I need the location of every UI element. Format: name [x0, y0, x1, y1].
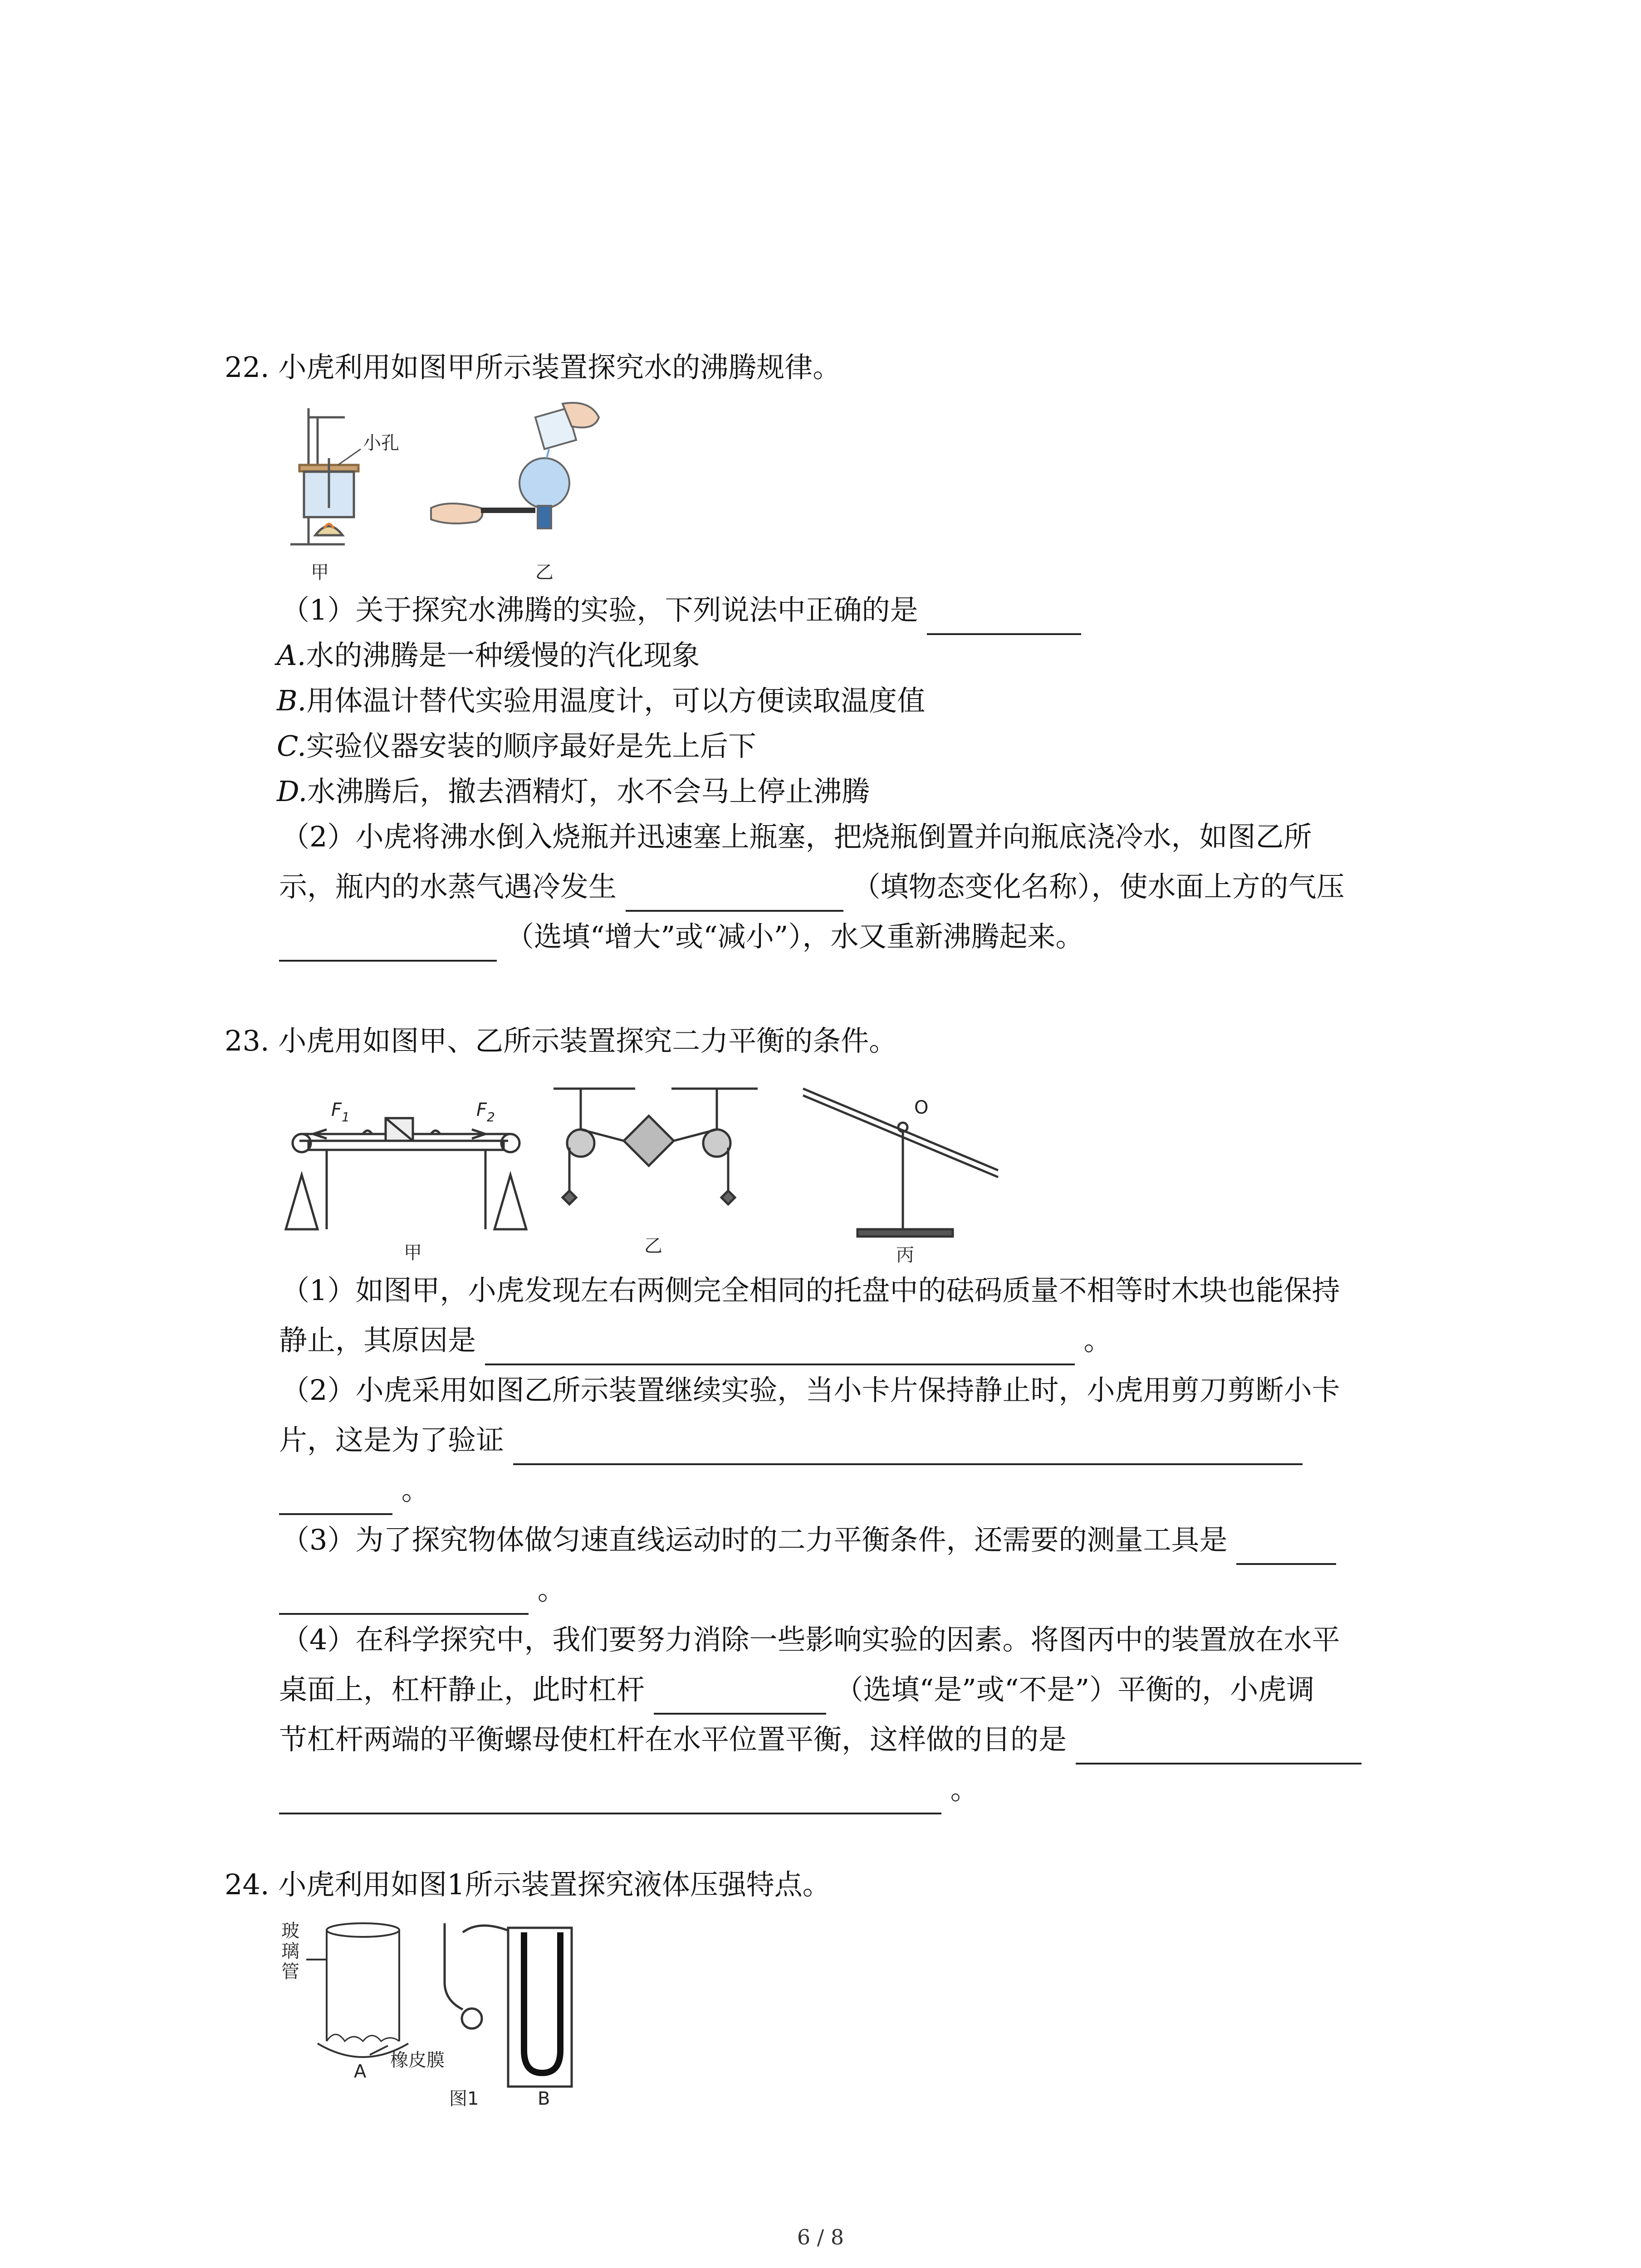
fig-1-caption: 图1 — [449, 2088, 479, 2109]
q24-stem: 24. 小虎利用如图1所示装置探究液体压强特点。 — [225, 1868, 831, 1901]
option-letter: A. — [277, 639, 306, 672]
q22-figure — [281, 399, 690, 590]
q23-stem: 23. 小虎用如图甲、乙所示装置探究二力平衡的条件。 — [225, 1024, 897, 1057]
q23-part1-end: 。 — [1083, 1324, 1112, 1357]
q23-part3-line1 — [281, 1515, 1336, 1565]
option-letter: D. — [277, 775, 308, 808]
glass-tube-label-1: 玻 — [281, 1921, 299, 1941]
q23-part4-line4 — [279, 1765, 979, 1814]
q22-part2-line2 — [279, 862, 1344, 912]
fig-yi-label: 乙 — [535, 562, 554, 583]
q24-figure — [272, 1914, 599, 2109]
q23-part3-blank-b[interactable] — [279, 1581, 529, 1615]
q22-part2-blank2[interactable] — [279, 928, 497, 962]
q23-part4-blank2a[interactable] — [1076, 1731, 1362, 1765]
q24-figure-svg — [272, 1914, 599, 2109]
q23-part3-blank-a[interactable] — [1236, 1531, 1336, 1565]
q23-part3-text: （3）为了探究物体做匀速直线运动时的二力平衡条件，还需要的测量工具是 — [281, 1523, 1228, 1556]
q23-part2-blank-b[interactable] — [279, 1481, 392, 1515]
option-text: 用体温计替代实验用温度计，可以方便读取温度值 — [306, 684, 926, 717]
q23-part4-line1: （4）在科学探究中，我们要努力消除一些影响实验的因素。将图丙中的装置放在水平 — [281, 1623, 1340, 1656]
q23-part4-blank1[interactable] — [654, 1681, 826, 1715]
force-f1-subscript: 1 — [342, 1110, 350, 1124]
fig-jia-label: 甲 — [311, 562, 329, 583]
u-tube-manometer-icon — [445, 1923, 572, 2087]
glass-tube-label-3: 管 — [281, 1961, 299, 1982]
glass-tube-icon — [318, 1923, 408, 2057]
q22-option-b — [277, 676, 925, 726]
q23-part2-end: 。 — [401, 1473, 430, 1506]
q22-option-c — [277, 721, 756, 771]
force-f1-letter: F — [331, 1100, 342, 1120]
q23-part3-end: 。 — [537, 1573, 566, 1606]
force-f2-letter: F — [476, 1100, 487, 1120]
q23-part1-line2 — [279, 1315, 1112, 1365]
q23-part4-end: 。 — [950, 1773, 979, 1806]
fig-yi-label: 乙 — [644, 1236, 662, 1256]
q22-part2-blank1[interactable] — [626, 878, 843, 912]
boiling-apparatus-icon — [290, 408, 358, 544]
force-f1-label — [331, 1100, 350, 1124]
q23-part2-blank-a[interactable] — [513, 1432, 1303, 1465]
q23-part4-line2 — [279, 1665, 1314, 1715]
q23-part4-text-c: 节杠杆两端的平衡螺母使杠杆在水平位置平衡，这样做的目的是 — [279, 1723, 1067, 1756]
page-number: 6 / 8 — [797, 2225, 844, 2249]
q23-part4-line3 — [279, 1715, 1362, 1765]
lever-stand-icon — [803, 1089, 998, 1237]
q22-part2-text-c: （选填“增大”或“减小”），水又重新沸腾起来。 — [505, 920, 1084, 953]
q22-part2-text-a: 示，瓶内的水蒸气遇冷发生 — [279, 870, 617, 903]
small-hole-label: 小孔 — [363, 433, 399, 454]
option-text: 实验仪器安装的顺序最好是先上后下 — [306, 729, 756, 763]
option-text: 水沸腾后，撤去酒精灯，水不会马上停止沸腾 — [307, 775, 870, 808]
q22-part1-blank[interactable] — [927, 601, 1081, 635]
q23-part3-line2 — [279, 1565, 566, 1615]
q23-part2-line1: （2）小虎采用如图乙所示装置继续实验，当小卡片保持静止时，小虎用剪刀剪断小卡 — [281, 1374, 1340, 1407]
q22-figure-svg — [281, 399, 690, 590]
q22-stem: 22. 小虎利用如图甲所示装置探究水的沸腾规律。 — [225, 351, 841, 384]
q22-part1-prompt: （1）关于探究水沸腾的实验，下列说法中正确的是 — [281, 593, 918, 626]
q23-part1-blank[interactable] — [485, 1332, 1075, 1365]
force-f2-label — [476, 1100, 495, 1124]
q23-part2-line2 — [279, 1415, 1303, 1465]
q23-figure — [281, 1080, 1053, 1270]
fig-jia-label: 甲 — [404, 1242, 422, 1263]
q23-part4-text-b: （选填“是”或“不是”）平衡的，小虎调 — [835, 1673, 1315, 1706]
q22-part1 — [281, 585, 1081, 635]
q22-part2-line1: （2）小虎将沸水倒入烧瓶并迅速塞上瓶塞，把烧瓶倒置并向瓶底浇冷水，如图乙所 — [281, 820, 1312, 853]
card-pulley-icon — [554, 1089, 758, 1204]
fig-bing-label: 丙 — [896, 1245, 914, 1266]
q22-option-d — [277, 767, 870, 816]
force-f2-subscript: 2 — [487, 1110, 495, 1124]
option-letter: B. — [277, 684, 307, 717]
q23-part4-text-a: 桌面上，杠杆静止，此时杠杆 — [279, 1673, 645, 1706]
q23-part1-line1: （1）如图甲，小虎发现左右两侧完全相同的托盘中的砝码质量不相等时木块也能保持 — [281, 1274, 1340, 1307]
fig-b-label: B — [538, 2088, 550, 2109]
q23-part1-text: 静止，其原因是 — [279, 1324, 476, 1357]
q22-part2-line3 — [279, 912, 1084, 962]
q23-part4-blank2b[interactable] — [279, 1781, 941, 1814]
q23-part2-line3 — [279, 1465, 430, 1515]
q22-part2-text-b: （填物态变化名称），使水面上方的气压 — [852, 870, 1345, 903]
q23-part2-text: 片，这是为了验证 — [279, 1423, 505, 1457]
fig-a-label: A — [354, 2061, 367, 2082]
pivot-o-label: O — [914, 1097, 929, 1118]
table-pulley-icon — [286, 1118, 526, 1229]
option-text: 水的沸腾是一种缓慢的汽化现象 — [306, 639, 700, 672]
membrane-label: 橡皮膜 — [390, 2050, 445, 2071]
glass-tube-label-2: 璃 — [281, 1941, 299, 1962]
inverted-flask-icon — [431, 403, 599, 528]
option-letter: C. — [277, 729, 306, 763]
q22-option-a — [277, 631, 700, 680]
q23-figure-svg — [281, 1080, 1053, 1270]
